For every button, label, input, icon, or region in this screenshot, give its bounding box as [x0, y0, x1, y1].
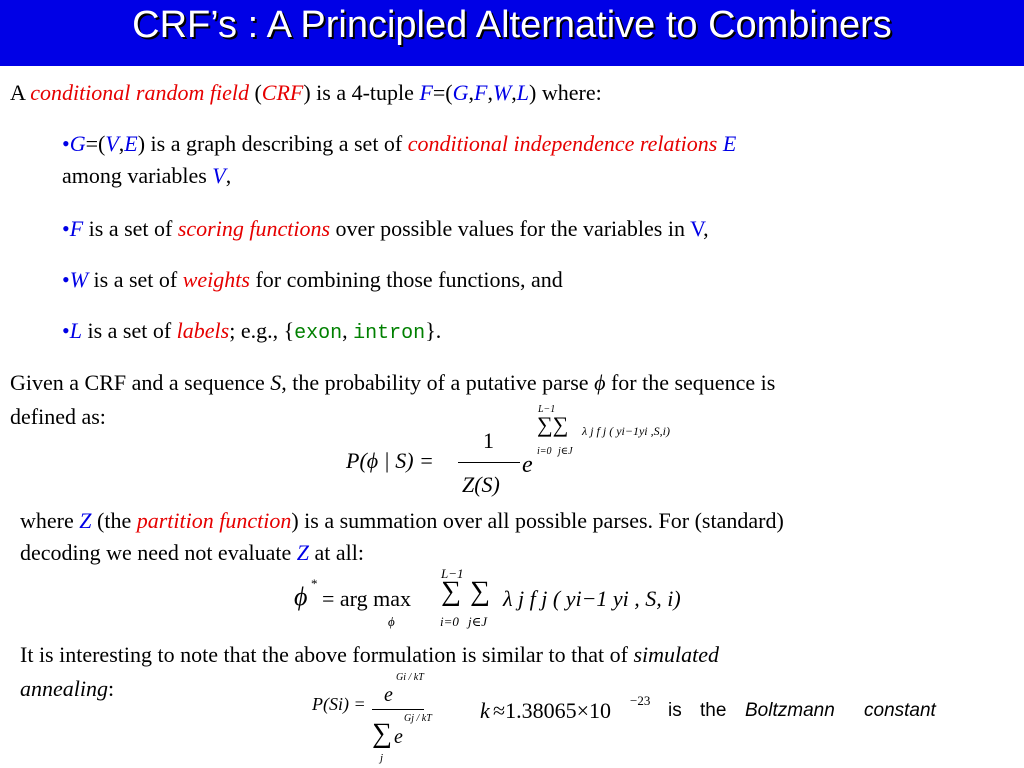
var-V: V	[212, 163, 226, 188]
var-Z: Z	[296, 540, 309, 565]
eq1-fraction-bar	[458, 462, 520, 463]
eq2-under-phi: ϕ	[388, 614, 395, 629]
eq2-lower-j: j∈J	[468, 614, 488, 629]
label-exon: exon	[294, 322, 343, 345]
eq1-lower-j: j∈J	[558, 446, 573, 457]
eq3-num-e: e	[384, 684, 393, 706]
slide-title: CRF’s : A Principled Alternative to Combiners	[132, 4, 892, 46]
interesting-line	[20, 642, 719, 668]
boltz-exponent: −23	[630, 693, 651, 708]
var-G: G	[452, 80, 469, 105]
text: ) is a 4-tuple	[303, 80, 420, 105]
text: ,	[118, 131, 125, 156]
bullet-g-line2	[62, 163, 231, 189]
bullet-mark: •	[62, 131, 70, 156]
var-S: S	[270, 370, 282, 395]
text: A	[10, 80, 31, 105]
boltz-the: the	[700, 700, 727, 721]
var-F: F	[69, 216, 84, 241]
text: ,	[468, 80, 475, 105]
text: :	[108, 676, 115, 701]
bullet-l	[62, 318, 441, 347]
eq1-sums: ∑∑	[537, 412, 569, 437]
var-Z: Z	[79, 508, 92, 533]
var-phi: ϕ	[594, 370, 606, 395]
text: =(	[85, 131, 106, 156]
given-line	[10, 370, 775, 396]
eq3-den-j: j	[380, 752, 384, 764]
eq1-numerator: 1	[483, 428, 494, 453]
text: (	[248, 80, 262, 105]
where-line	[20, 508, 784, 534]
eq3-den-sum: ∑	[372, 718, 392, 749]
text: }.	[425, 318, 442, 343]
var-W: W	[69, 267, 89, 292]
title-bar	[0, 0, 1024, 66]
var-W: W	[492, 80, 512, 105]
text: It is interesting to note that the above formulation is similar to that of	[20, 642, 634, 667]
eq2-sum-i: ∑	[441, 576, 461, 607]
eq3-fraction-bar	[372, 709, 424, 710]
intro-line	[10, 80, 602, 106]
text: among variables	[62, 163, 213, 188]
text: ,	[342, 318, 354, 343]
text: is a set of	[88, 267, 183, 292]
labels-term: labels	[176, 318, 230, 343]
boltz-k: k	[480, 698, 490, 723]
var-V: V	[105, 131, 119, 156]
text: ,	[225, 163, 232, 188]
crf-term: conditional random field	[30, 80, 249, 105]
eq1-exponent-body: λ j f j ( yi−1yi ,S,i)	[582, 424, 670, 438]
text: ) is a summation over all possible parses. For (standard)	[291, 508, 784, 533]
label-intron: intron	[353, 322, 426, 345]
interesting-line2	[20, 676, 114, 702]
var-L: L	[516, 80, 530, 105]
text: over possible values for the variables in	[330, 216, 691, 241]
given-line2: defined as:	[10, 404, 106, 429]
text: is a set of	[83, 216, 178, 241]
text: Given a CRF and a sequence	[10, 370, 271, 395]
scoring-functions-term: scoring functions	[177, 216, 331, 241]
var-E: E	[722, 131, 737, 156]
bullet-mark: •	[62, 318, 70, 343]
var-F: F	[419, 80, 433, 105]
text: ,	[511, 80, 517, 105]
boltz-name: Boltzmann	[745, 700, 835, 721]
boltz-is: is	[668, 700, 682, 721]
text: ) where:	[529, 80, 602, 105]
eq3-den-exp: Gj / kT	[404, 713, 432, 724]
eq2-lower-i: i=0	[440, 614, 459, 629]
eq3-den-e: e	[394, 726, 403, 748]
where-line2	[20, 540, 364, 566]
var-V: V	[690, 216, 704, 241]
eq1-lhs: P(ϕ | S) =	[346, 448, 434, 473]
eq2-body: λ j f j ( yi−1 yi , S, i)	[503, 586, 681, 611]
text: for the sequence is	[605, 370, 776, 395]
eq2-star: *	[311, 576, 318, 591]
text: ,	[487, 80, 493, 105]
bullet-f	[62, 216, 709, 242]
boltz-value: ≈1.38065×10	[493, 698, 611, 723]
eq3-num-exp: Gi / kT	[396, 672, 424, 683]
eq1-denominator: Z(S)	[462, 472, 500, 497]
weights-term: weights	[182, 267, 250, 292]
annealing-term: annealing	[20, 676, 108, 701]
text: ) is a graph describing a set of	[137, 131, 408, 156]
eq2-argmax: = arg max	[322, 586, 411, 611]
text: ; e.g., {	[229, 318, 295, 343]
boltz-constant: constant	[864, 700, 936, 721]
text: decoding we need not evaluate	[20, 540, 297, 565]
text: ,	[703, 216, 709, 241]
text: (the	[91, 508, 137, 533]
text: =(	[432, 80, 453, 105]
text: , the probability of a putative parse	[281, 370, 595, 395]
var-E: E	[124, 131, 138, 156]
var-F: F	[474, 80, 488, 105]
bullet-mark: •	[62, 267, 70, 292]
eq2-sum-j: ∑	[470, 576, 490, 607]
eq2-phi: ϕ	[294, 582, 308, 611]
eq1-e: e	[522, 452, 533, 478]
var-L: L	[69, 318, 82, 343]
partition-function-term: partition function	[136, 508, 292, 533]
bullet-g	[62, 131, 736, 157]
cond-indep-term: conditional independence relations	[407, 131, 718, 156]
text: for combining those functions, and	[249, 267, 563, 292]
eq3-lhs: P(Si) =	[312, 694, 366, 714]
bullet-mark: •	[62, 216, 70, 241]
eq1-lower-i: i=0	[537, 446, 552, 457]
crf-abbr: CRF	[261, 80, 304, 105]
text: is a set of	[81, 318, 177, 343]
eq2-upper-limit: L−1	[441, 566, 464, 581]
text: at all:	[308, 540, 364, 565]
eq1-upper-limit: L−1	[538, 404, 556, 415]
simulated-term: simulated	[633, 642, 719, 667]
text: where	[20, 508, 80, 533]
bullet-w	[62, 267, 563, 293]
var-G: G	[69, 131, 86, 156]
